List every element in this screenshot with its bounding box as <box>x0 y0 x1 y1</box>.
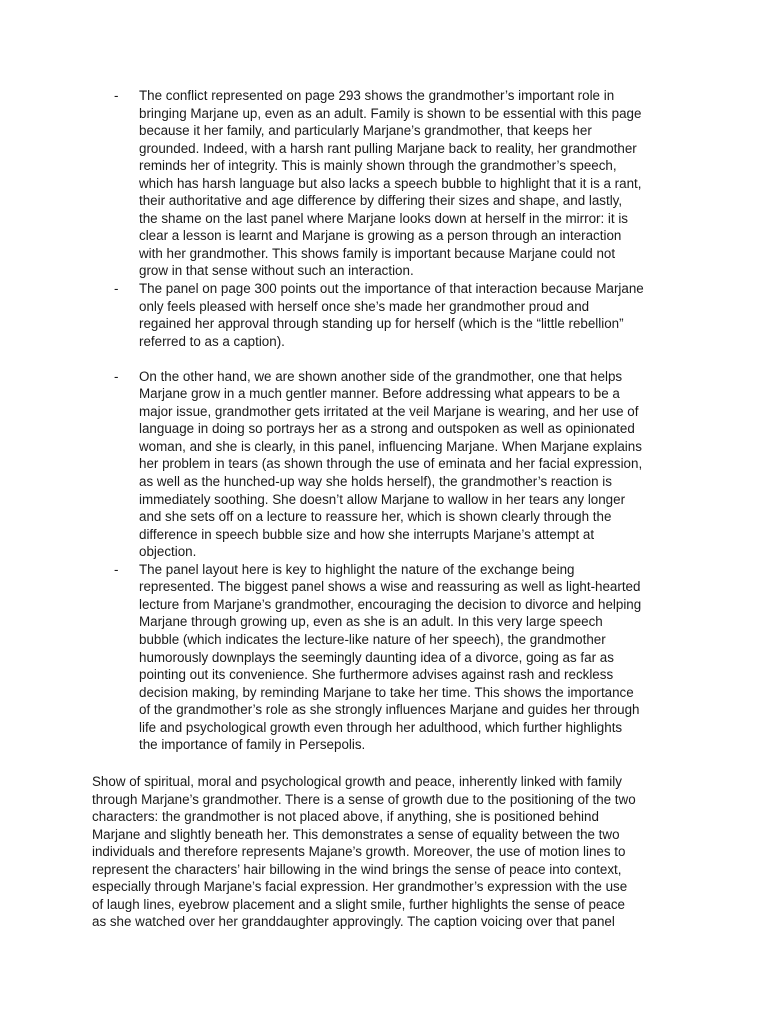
list-item <box>110 561 678 754</box>
bullet-text: The panel on page 300 points out the importance of that interaction because Marjane only feels pleased with herself once she’s made her grandmother proud and regained her approval through standing up for herself (which is the “little rebellion” referred to as a caption). <box>139 281 644 349</box>
dash-marker: - <box>114 561 119 577</box>
bullet-text: The panel layout here is key to highlight the nature of the exchange being represented. The biggest panel shows a wise and reassuring as well as light-hearted lecture from Marjane’s grandmother, encouraging the decision to divorce and helping Marjane through growing up, even as she is an adult. In this very large speech bubble (which indicates the lecture-like nature of her speech), the grandmother humorously downplays the seemingly daunting idea of a divorce, going as far as pointing out its convenience. She furthermore advises against rash and reckless decision making, by reminding Marjane to take her time. This shows the importance of the grandmother’s role as she strongly influences Marjane and guides her through life and psychological growth even through her adulthood, which further highlights the importance of family in Persepolis. <box>139 561 642 753</box>
closing-paragraph: Show of spiritual, moral and psychological growth and peace, inherently linked with family through Marjane’s grandmother. There is a sense of growth due to the positioning of the two characters: the grandmother is not placed above, if anything, she is positioned behind Marjane and slightly beneath her. This demonstrates a sense of equality between the two individuals and therefore represents Majane’s growth. Moreover, the use of motion lines to represent the characters’ hair billowing in the wind brings the sense of peace into context, especially through Marjane’s facial expression. Her grandmother’s expression with the use of laugh lines, eyebrow placement and a slight smile, further highlights the sense of peace as she watched over her granddaughter approvingly. The caption voicing over that panel <box>92 774 636 930</box>
dash-marker: - <box>114 281 119 297</box>
dash-marker: - <box>114 88 119 103</box>
list-item <box>110 87 678 280</box>
bullet-text: The conflict represented on page 293 shows the grandmother’s important role in bringing Marjane up, even as an adult. Family is shown to be essential with this page because it her family, and particularly Marjane’s grandmother, that keeps her grounded. Indeed, with a harsh rant pulling Marjane back to reality, her grandmother reminds her of integrity. This is mainly shown through the grandmother’s speech, which has harsh language but also lacks a speech bubble to highlight that it is a rant, their authoritative and age difference by differing their sizes and shape, and lastly, the shame on the last panel where Marjane looks down at herself in the mirror: it is clear a lesson is learnt and Marjane is growing as a person through an interaction with her grandmother. This shows family is important because Marjane could not grow in that sense without such an interaction. <box>139 88 642 279</box>
dash-marker: - <box>114 368 119 384</box>
bullet-text: On the other hand, we are shown another side of the grandmother, one that helps Marjane grow in a much gentler manner. Before addressing what appears to be a major issue, grandmother gets irritated at the veil Marjane is wearing, and her use of language in doing so portrays her as a strong and outspoken as well as opinionated woman, and she is clearly, in this panel, influencing Marjane. When Marjane explains her problem in tears (as shown through the use of eminata and her facial expression, as well as the hunched-up way she holds herself), the grandmother’s reaction is immediately soothing. She doesn’t allow Marjane to wallow in her tears any longer and she sets off on a lecture to reassure her, which is shown clearly through the difference in speech bubble size and how she interrupts Marjane’s attempt at objection. <box>139 368 643 560</box>
bullet-list <box>110 87 678 754</box>
list-item <box>110 368 678 561</box>
list-item <box>110 280 678 350</box>
